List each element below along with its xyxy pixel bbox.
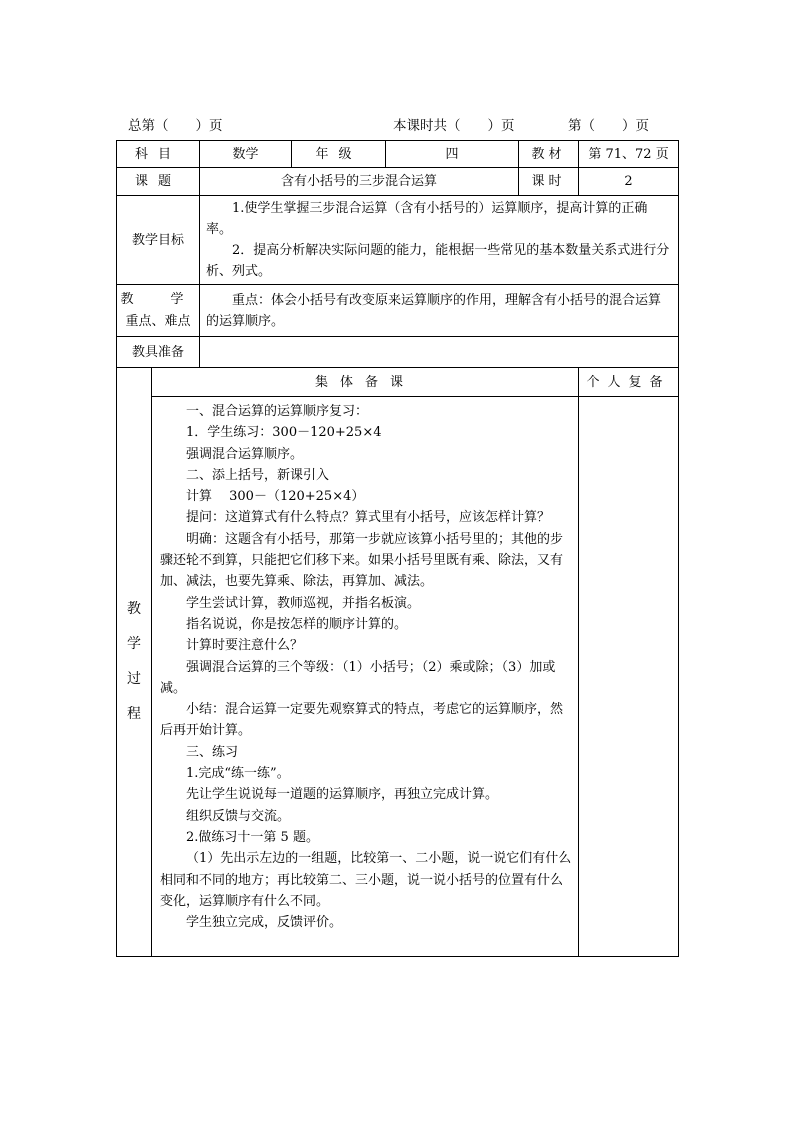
key-points-label (117, 285, 200, 337)
process-line-18: （1）先出示左边的一组题，比较第一、二小题，说一说它们有什么相同和不同的地方；再比较第二、三小题，说一说小括号的位置有什么变化，运算顺序有什么不同。 (160, 851, 572, 909)
process-side-char-3: 过 (127, 671, 141, 687)
goal-item-2: 2．提高分析解决实际问题的能力，能根据一些常见的基本数量关系式进行分析、列式。 (206, 243, 670, 279)
grade-label: 年级 (292, 141, 386, 168)
row-key-points (117, 285, 679, 337)
topic-value: 含有小括号的三步混合运算 (200, 168, 519, 196)
lesson-page-total: 本课时共（ ）页 (393, 118, 515, 134)
process-line-1: 一、混合运算的运算顺序复习： (186, 404, 369, 419)
process-line-2: 1．学生练习：300－120+25×4 (186, 425, 382, 441)
process-line-11: 强调混合运算的三个等级：（1）小括号；（2）乘或除；（3）加或减。 (160, 659, 556, 696)
process-line-19: 学生独立完成，反馈评价。 (186, 915, 343, 931)
textbook-value: 第 71、72 页 (579, 141, 679, 168)
process-line-15: 先让学生说说每一道题的运算顺序，再独立完成计算。 (186, 787, 499, 803)
goal-item-1: 1.使学生掌握三步混合运算（含有小括号的）运算顺序，提高计算的正确率。 (206, 201, 648, 237)
subject-value: 数学 (200, 141, 292, 168)
grade-value: 四 (386, 141, 519, 168)
row-topic (117, 168, 679, 196)
key-points-label-line1: 教 学 (120, 291, 196, 307)
row-process-body (117, 397, 679, 957)
key-points-content (200, 285, 679, 337)
group-prep-header: 集体备课 (152, 368, 579, 397)
page-header (128, 116, 668, 136)
lesson-plan-table (116, 140, 679, 957)
process-line-8: 学生尝试计算，教师巡视，并指名板演。 (186, 595, 421, 611)
key-points-label-line2: 重点、难点 (125, 313, 191, 329)
process-line-9: 指名说说，你是按怎样的顺序计算的。 (186, 616, 408, 632)
process-content (152, 397, 579, 957)
process-line-3: 强调混合运算顺序。 (186, 446, 304, 462)
process-line-13: 三、练习 (186, 744, 239, 760)
period-value: 2 (579, 168, 679, 196)
textbook-label: 教材 (519, 141, 579, 168)
row-subject (117, 141, 679, 168)
process-side-char-1: 教 (127, 601, 141, 617)
period-label: 课时 (519, 168, 579, 196)
row-materials (117, 337, 679, 368)
materials-label: 教具准备 (117, 337, 200, 368)
process-line-14: 1.完成“练一练”。 (186, 766, 290, 782)
process-line-7: 明确：这题含有小括号，那第一步就应该算小括号里的；其他的步骤还轮不到算，只能把它们移下来。如果小括号里既有乘、除法，又有加、减法，也要先算乘、除法，再算加、减法。 (160, 531, 564, 590)
row-process-header (117, 368, 679, 397)
topic-label: 课题 (117, 168, 200, 196)
process-line-10: 计算时要注意什么？ (186, 638, 304, 654)
process-line-16: 组织反馈与交流。 (186, 808, 291, 824)
process-line-6: 提问：这道算式有什么特点？算式里有小括号，应该怎样计算？ (186, 510, 551, 526)
total-page-counter: 总第（ ）页 (128, 118, 223, 134)
process-line-12: 小结：混合运算一定要先观察算式的特点，考虑它的运算顺序，然后再开始计算。 (160, 702, 564, 739)
subject-label: 科目 (117, 141, 200, 168)
personal-prep-content (579, 397, 679, 957)
goals-content (200, 196, 679, 285)
key-points-text: 重点：体会小括号有改变原来运算顺序的作用，理解含有小括号的混合运算的运算顺序。 (206, 292, 662, 329)
process-line-17: 2.做练习十一第 5 题。 (186, 829, 319, 845)
row-goals (117, 196, 679, 285)
materials-value (200, 337, 679, 368)
process-side-char-4: 程 (127, 706, 141, 722)
process-side-char-2: 学 (127, 636, 141, 652)
process-line-5: 计算 300－（120+25×4） (186, 489, 365, 505)
personal-prep-header: 个人复备 (579, 368, 679, 397)
process-line-4: 二、添上括号，新课引入 (186, 467, 330, 483)
goals-label: 教学目标 (117, 196, 200, 285)
process-side-label (117, 368, 152, 957)
page-number: 第（ ）页 (568, 118, 649, 134)
